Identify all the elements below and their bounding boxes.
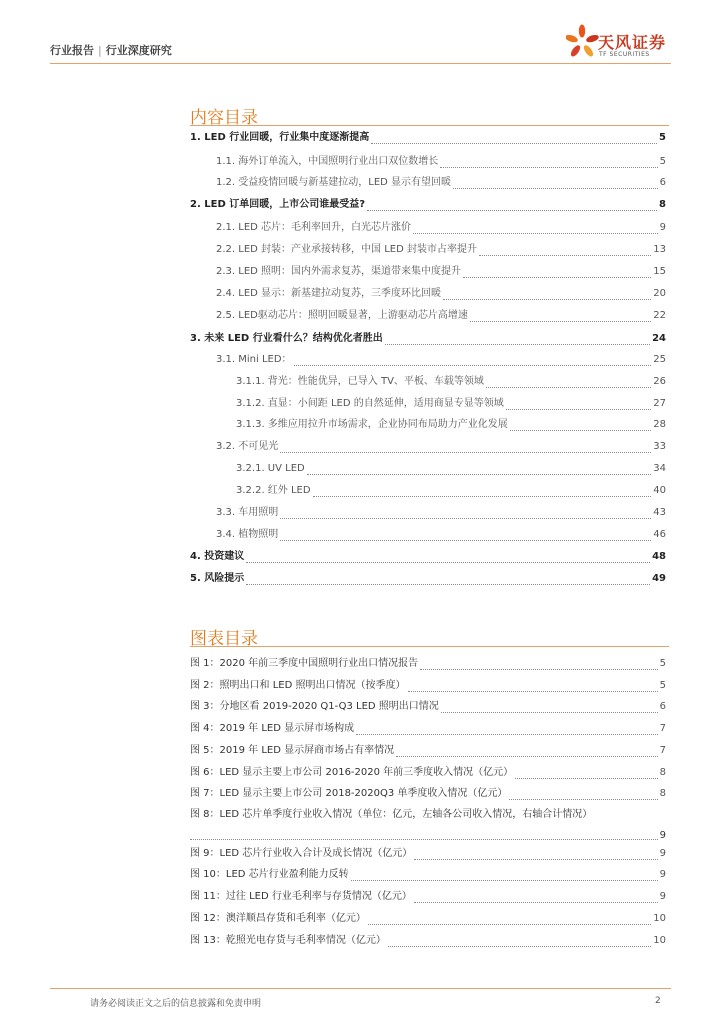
leader-dots [280, 530, 651, 541]
figure-entry-page: 10 [653, 935, 666, 946]
contents-entry-page: 9 [659, 222, 666, 233]
figure-entry[interactable] [190, 868, 666, 882]
contents-entry-page: 24 [652, 333, 666, 344]
leader-dots [510, 420, 651, 431]
leader-dots [313, 486, 652, 497]
figure-entry[interactable] [190, 912, 666, 926]
leader-dots [414, 849, 657, 860]
leader-dots [463, 267, 651, 278]
contents-entry-text: 1.1. 海外订单流入，中国照明行业出口双位数增长 [216, 156, 439, 167]
leader-dots [246, 552, 650, 563]
figure-entry-page: 9 [659, 891, 666, 902]
contents-entry-text: 1. LED 行业回暖，行业集中度逐渐提高 [190, 132, 370, 143]
figure-entry-page: 9 [659, 848, 666, 859]
figure-entry-page: 8 [659, 788, 666, 799]
leader-dots [396, 746, 658, 757]
figure-entry-text: 图 6：LED 显示主要上市公司 2016-2020 年前三季度收入情况（亿元） [190, 767, 514, 778]
leader-dots [388, 936, 651, 947]
leader-dots [486, 377, 651, 388]
contents-entry[interactable] [216, 155, 666, 169]
leader-dots [479, 245, 651, 256]
report-subtype-label: 行业深度研究 [105, 44, 172, 57]
figure-entry-text: 图 4：2019 年 LED 显示屏市场构成 [190, 723, 355, 734]
figure-entry-page: 7 [659, 723, 666, 734]
figure-entry-page: 5 [659, 680, 666, 691]
contents-title: 内容目录 [190, 108, 258, 128]
contents-entry-page: 27 [653, 398, 666, 409]
figure-entry-text: 图 3：分地区看 2019-2020 Q1-Q3 LED 照明出口情况 [190, 701, 439, 712]
contents-entry-text: 1.2. 受益疫情回暖与新基建拉动，LED 显示有望回暖 [216, 177, 452, 188]
leader-dots [280, 508, 651, 519]
figures-title-rule [190, 646, 669, 647]
contents-entry-text: 2. LED 订单回暖，上市公司谁最受益? [190, 199, 366, 210]
leader-dots [280, 442, 651, 453]
contents-entry-page: 28 [653, 419, 666, 430]
logo-chinese-name: 天风证券 [598, 33, 667, 52]
leader-dots [453, 178, 658, 189]
contents-entry[interactable] [190, 332, 666, 346]
contents-entry-page: 13 [653, 244, 666, 255]
contents-entry[interactable] [216, 528, 666, 542]
contents-entry-page: 15 [653, 266, 666, 277]
contents-entry[interactable] [216, 265, 666, 279]
figure-entry[interactable] [190, 847, 666, 861]
leader-dots [351, 870, 658, 881]
leader-dots [440, 157, 657, 168]
contents-entry-text: 2.2. LED 封装：产业承接转移，中国 LED 封装市占率提升 [216, 244, 477, 255]
figure-entry-text: 图 13：乾照光电存货与毛利率情况（亿元） [190, 935, 386, 946]
figure-entry-text: 图 5：2019 年 LED 显示屏商市场占有率情况 [190, 745, 395, 756]
figure-entry[interactable] [190, 700, 666, 714]
leader-dots [356, 724, 658, 735]
contents-entry-text: 3.3. 车用照明 [216, 507, 279, 518]
figure-entry[interactable] [190, 890, 666, 904]
contents-entry[interactable] [216, 176, 666, 190]
contents-entry-text: 2.3. LED 照明：国内外需求复苏，渠道带来集中度提升 [216, 266, 462, 277]
contents-entry-page: 8 [659, 199, 666, 210]
figure-entry-page: 8 [659, 767, 666, 778]
figure-entry-continuation[interactable] [190, 827, 666, 841]
figure-entry-text: 图 11：过往 LED 行业毛利率与存货情况（亿元） [190, 891, 412, 902]
logo-english-name: TF SECURITIES [599, 51, 650, 58]
figure-entry[interactable] [190, 722, 666, 736]
contents-entry[interactable] [236, 462, 666, 476]
footer-divider [50, 988, 671, 989]
contents-entry-text: 3.1.1. 背光：性能优异，已导入 TV、平板、车载等领域 [236, 376, 484, 387]
contents-entry[interactable] [216, 353, 666, 367]
leader-dots [367, 200, 657, 211]
leader-dots [420, 659, 657, 670]
contents-entry-text: 2.1. LED 芯片：毛利率回升，白光芯片涨价 [216, 222, 412, 233]
contents-entry[interactable] [216, 440, 666, 454]
contents-entry-page: 40 [653, 485, 666, 496]
contents-entry[interactable] [190, 550, 666, 564]
contents-entry-page: 26 [653, 376, 666, 387]
figure-entry-text: 图 2：照明出口和 LED 照明出口情况（按季度） [190, 680, 406, 691]
contents-entry-text: 3.1. Mini LED： [216, 354, 292, 365]
contents-entry[interactable] [190, 131, 666, 145]
contents-entry-page: 46 [653, 529, 666, 540]
contents-entry-text: 3.2.1. UV LED [236, 463, 305, 474]
contents-entry-page: 49 [652, 573, 666, 584]
leader-dots [441, 702, 658, 713]
figure-entry-page: 9 [659, 830, 666, 841]
figure-entry-text: 图 12：澳洋顺昌存货和毛利率（亿元） [190, 913, 366, 924]
figure-entry[interactable] [190, 808, 666, 822]
figure-entry-page: 5 [659, 658, 666, 669]
header-separator: | [98, 44, 102, 57]
leader-dots [414, 892, 658, 903]
contents-entry-page: 25 [653, 354, 666, 365]
report-type-label: 行业报告 [50, 44, 94, 57]
contents-entry-text: 3.2. 不可见光 [216, 441, 279, 452]
leader-dots [246, 574, 650, 585]
contents-entry-text: 3. 未来 LED 行业看什么？结构优化者胜出 [190, 333, 383, 344]
figure-entry-page: 6 [659, 701, 666, 712]
figure-entry[interactable] [190, 934, 666, 948]
contents-entry-text: 3.1.3. 多维应用拉升市场需求，企业协同布局助力产业化发展 [236, 419, 508, 430]
leader-dots [307, 464, 652, 475]
leader-dots [385, 334, 650, 345]
contents-entry-page: 48 [652, 551, 666, 562]
contents-entry-text: 3.2.2. 红外 LED [236, 485, 311, 496]
leader-dots [509, 789, 657, 800]
figure-entry[interactable] [190, 744, 666, 758]
contents-entry[interactable] [216, 309, 666, 323]
contents-entry[interactable] [236, 418, 666, 432]
figures-title: 图表目录 [190, 629, 258, 649]
contents-entry[interactable] [190, 198, 666, 212]
contents-entry[interactable] [236, 484, 666, 498]
figure-entry-text: 图 1：2020 年前三季度中国照明行业出口情况报告 [190, 658, 419, 669]
leader-dots [443, 289, 651, 300]
contents-entry-text: 4. 投资建议 [190, 551, 245, 562]
leader-dots [190, 829, 658, 840]
page-number: 2 [655, 996, 661, 1006]
contents-entry-text: 2.5. LED驱动芯片：照明回暖显著，上游驱动芯片高增速 [216, 310, 468, 321]
leader-dots [294, 355, 652, 366]
figure-entry-page: 9 [659, 869, 666, 880]
contents-entry[interactable] [216, 221, 666, 235]
contents-entry[interactable] [216, 287, 666, 301]
figure-entry[interactable] [190, 679, 666, 693]
contents-entry[interactable] [236, 397, 666, 411]
footer-disclaimer: 请务必阅读正文之后的信息披露和免责申明 [90, 999, 262, 1009]
figure-entry-text: 图 10：LED 芯片行业盈利能力反转 [190, 869, 349, 880]
contents-entry[interactable] [236, 375, 666, 389]
contents-entry-text: 3.1.2. 直显：小间距 LED 的自然延伸，适用商显专显等领域 [236, 398, 504, 409]
figure-entry-page: 10 [653, 913, 666, 924]
contents-entry-page: 5 [659, 132, 666, 143]
contents-entry-text: 2.4. LED 显示：新基建拉动复苏，三季度环比回暖 [216, 288, 442, 299]
figure-entry[interactable] [190, 657, 666, 671]
contents-entry[interactable] [216, 243, 666, 257]
contents-entry-page: 5 [659, 156, 666, 167]
leader-dots [470, 311, 651, 322]
contents-entry-page: 6 [659, 177, 666, 188]
report-category [50, 42, 172, 58]
leader-dots [408, 681, 658, 692]
contents-entry-page: 22 [653, 310, 666, 321]
contents-entry-page: 33 [653, 441, 666, 452]
contents-title-rule [190, 125, 669, 126]
contents-entry[interactable] [216, 506, 666, 520]
leader-dots [515, 768, 657, 779]
figure-entry-text: 图 9：LED 芯片行业收入合计及成长情况（亿元） [190, 848, 413, 859]
contents-entry-page: 43 [653, 507, 666, 518]
contents-entry-text: 5. 风险提示 [190, 573, 245, 584]
leader-dots [368, 914, 651, 925]
contents-entry-page: 20 [653, 288, 666, 299]
contents-entry-text: 3.4. 植物照明 [216, 529, 279, 540]
leader-dots [371, 133, 657, 144]
header-divider [50, 63, 671, 64]
leader-dots [413, 223, 658, 234]
figure-entry-page: 7 [659, 745, 666, 756]
contents-entry[interactable] [190, 572, 666, 586]
contents-entry-page: 34 [653, 463, 666, 474]
figure-entry[interactable] [190, 787, 666, 801]
leader-dots [506, 399, 652, 410]
figure-entry-text: 图 8：LED 芯片单季度行业收入情况（单位：亿元，左轴各公司收入情况，右轴合计情况） [190, 809, 593, 820]
figure-entry[interactable] [190, 766, 666, 780]
figure-entry-text: 图 7：LED 显示主要上市公司 2018-2020Q3 单季度收入情况（亿元） [190, 788, 508, 799]
